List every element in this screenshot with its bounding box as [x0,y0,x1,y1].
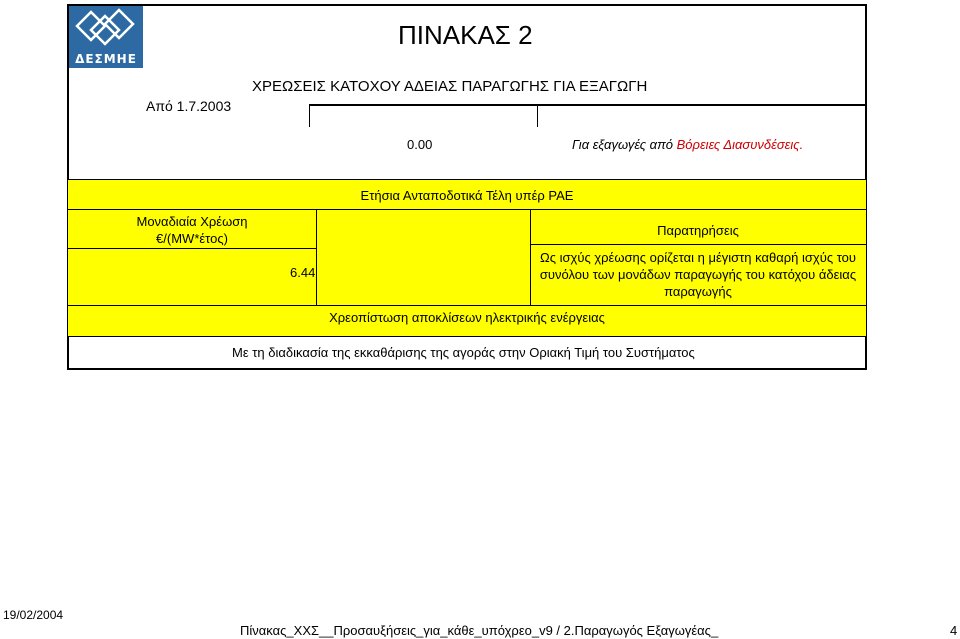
fees-section-title: Ετήσια Ανταποδοτικά Τέλη υπέρ ΡΑΕ [360,188,574,203]
export-note-highlight: Βόρειες Διασυνδέσεις. [676,137,804,152]
remarks-divider [530,244,866,245]
fees-column-divider-left [316,210,317,306]
unit-divider [68,248,316,249]
export-value: 0.00 [407,137,433,152]
fees-top-border [68,179,866,180]
energy-title-top-border [68,305,866,306]
fees-title-divider [68,209,866,210]
fee-value: 6.44 [290,265,316,280]
page-subtitle: ΧΡΕΩΣΕΙΣ ΚΑΤΟΧΟΥ ΑΔΕΙΑΣ ΠΑΡΑΓΩΓΗΣ ΓΙΑ ΕΞΑΓΩΓΗ [252,78,648,95]
column-divider-left [309,105,310,127]
footer-date: 19/02/2004 [3,608,64,622]
export-note: Για εξαγωγές από Βόρειες Διασυνδέσεις. [572,137,804,152]
energy-title: Χρεοπίστωση αποκλίσεων ηλεκτρικής ενέργειας [329,310,605,325]
header-divider [309,104,867,106]
page-title: ΠΙΝΑΚΑΣ 2 [398,20,533,50]
fees-bottom-border [68,336,866,337]
logo-text: ΔΕΣΜΗΕ [75,52,137,66]
footer-page-number: 4 [950,623,958,638]
remarks-header: Παρατηρήσεις [657,223,739,238]
remarks-text: Ως ισχύς χρέωσης ορίζεται η μέγιστη καθαρή ισχύς του συνόλου των μονάδων παραγωγής του κατόχου άδειας παραγωγής [539,250,857,299]
unit-charge-label: Μοναδιαία Χρέωση [136,214,248,229]
column-divider-right [537,105,538,127]
cut-off-text: Από 1.7.2003 [146,98,232,112]
desmie-logo [69,6,143,68]
unit-label: €/(MW*έτος) [156,231,228,246]
logo-emblem-icon [69,6,143,52]
footer-file-name: Πίνακας_ΧΧΣ__Προσαυξήσεις_για_κάθε_υπόχρεο_v9 / 2.Παραγωγός Εξαγωγέας_ [240,623,719,638]
energy-description: Με τη διαδικασία της εκκαθάρισης της αγοράς στην Οριακή Τιμή του Συστήματος [232,345,695,360]
